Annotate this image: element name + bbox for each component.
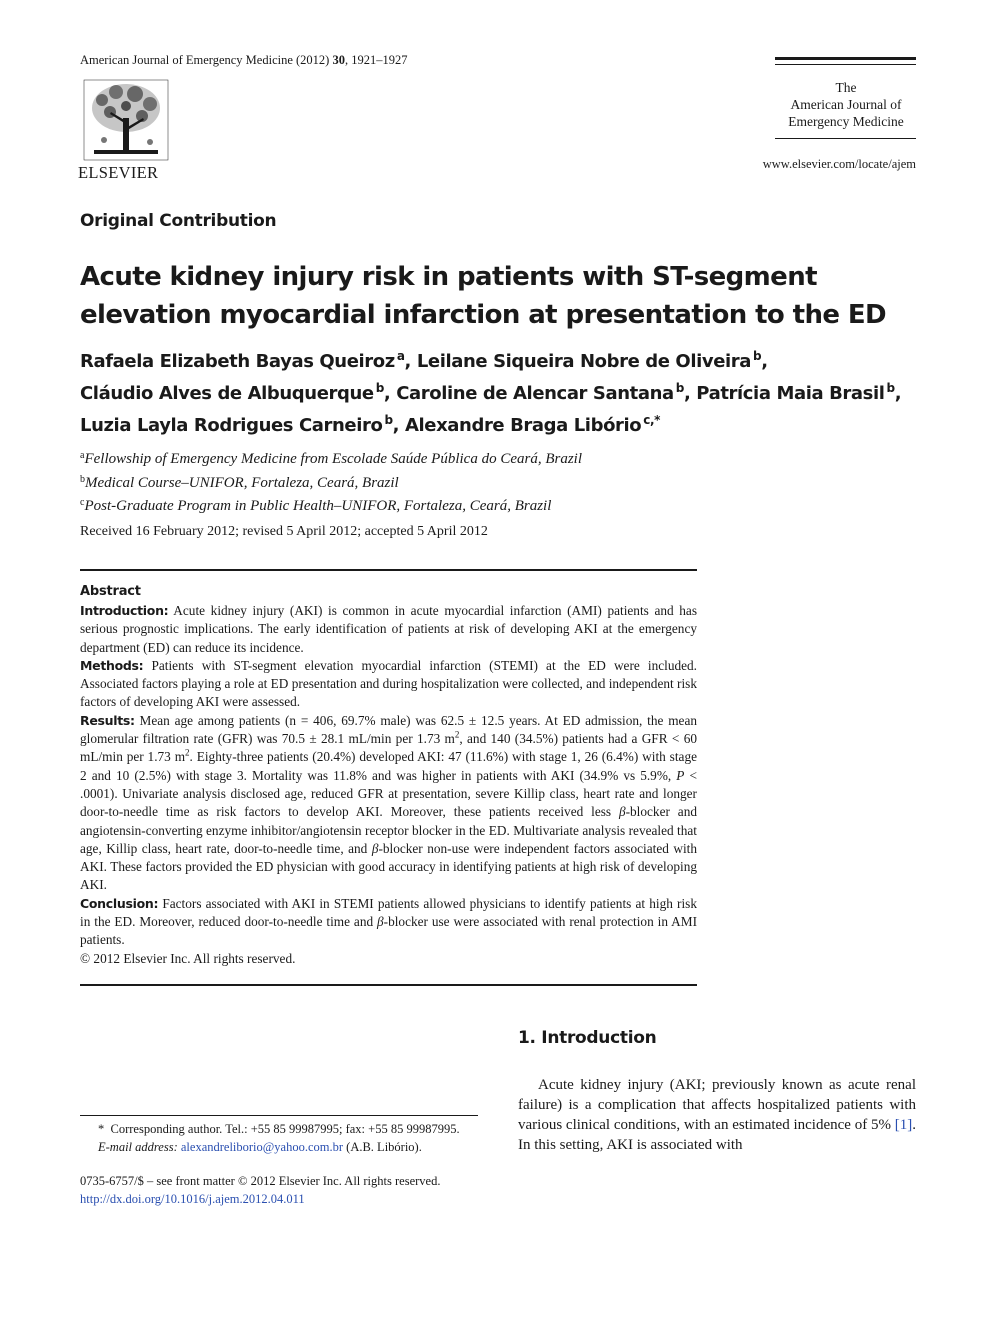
email-line: E-mail address: alexandreliborio@yahoo.com.br (A.B. Libório). <box>98 1140 422 1154</box>
author-1: Rafaela Elizabeth Bayas Queiroz $^a$, <box>80 349 411 372</box>
front-matter <box>80 1172 440 1208</box>
author-7: Alexandre Braga Libório $^{c,*}$ <box>404 413 660 436</box>
citation-volume: 30 <box>332 53 345 67</box>
affiliation-a: $^a$Fellowship of Emergency Medicine from Escolade Saúde Pública do Ceará, Brazil <box>80 450 582 467</box>
abstract-introduction: Introduction: Acute kidney injury (AKI) is common in acute myocardial infarction (AMI) patients and has serious prognostic implications. The early identification of patients at risk of developing AKI at the emergency department (ED) can reduce its incidence. <box>80 603 698 655</box>
abstract-rule-bottom <box>80 984 697 986</box>
received-dates: Received 16 February 2012; revised 5 April 2012; accepted 5 April 2012 <box>80 524 488 539</box>
author-affiliation-mark: c,* <box>643 413 660 427</box>
article-title: Acute kidney injury risk in patients with ST-segment elevation myocardial infarction at presentation to the ED <box>80 262 886 330</box>
email-link[interactable]: alexandreliborio@yahoo.com.br <box>180 1140 344 1154</box>
author-4: Caroline de Alencar Santana $^b$, <box>396 381 691 404</box>
abstract-rule-top <box>80 569 697 571</box>
author-2: Leilane Siqueira Nobre de Oliveira $^b$, <box>416 349 768 372</box>
journal-citation: American Journal of Emergency Medicine (2012) 30, 1921–1927 <box>80 53 408 67</box>
author-affiliation-mark: a <box>396 349 405 363</box>
footnote-rule <box>80 1115 478 1116</box>
citation-pages: 1921–1927 <box>351 53 408 67</box>
journal-rule <box>775 138 916 139</box>
author-affiliation-mark: b <box>375 381 384 395</box>
introduction-paragraph: Acute kidney injury (AKI; previously known as acute renal failure) is a complication that affects hospitalized patients with various clinical conditions, with an estimated incidence of 5% [1]. In this setting, AKI is associated with <box>518 1077 916 1153</box>
abstract-copyright: © 2012 Elsevier Inc. All rights reserved. <box>80 950 296 966</box>
abstract-results: Results: Mean age among patients (n = 406, 69.7% male) was 62.5 ± 12.5 years. At ED admission, the mean glomerular filtration rate (GFR) was 70.5 ± 28.1 mL/min per 1.73 $m^2$, and 140 (34.5%) patients had a GFR < 60 mL/min per 1.73 $m^2$. Eighty-three patients (20.4%) developed AKI: 47 (11.6%) with stage 1, 26 (6.4%) with stage 2 and 10 (2.5%) with stage 3. Mortality was 11.8% and was higher in patients with AKI (34.9% vs 5.9%, P < .0001). Univariate analysis disclosed age, reduced GFR at presentation, severe Killip class, heart rate and longer door-to-needle time as risk factors to develop AKI. Moreover, these patients received less β-blocker and angiotensin-converting enzyme inhibitor/angiotensin receptor blocker in the ED. Multivariate analysis revealed that age, Killip class, heart rate, door-to-needle time, and β-blocker non-use were independent factors associated with AKI. These factors provided the ED physician with good accuracy in identifying patients at high risk of developing AKI. <box>80 712 698 893</box>
publisher-name: ELSEVIER <box>78 163 159 182</box>
corresponding-author-line: * Corresponding author. Tel.: +55 85 99987995; fax: +55 85 99987995. <box>98 1122 460 1136</box>
author-6: Luzia Layla Rodrigues Carneiro $^b$, <box>80 413 400 436</box>
journal-rule <box>775 64 916 65</box>
abstract-methods: Methods: Patients with ST-segment elevation myocardial infarction (STEMI) at the ED were included. Associated factors playing a role at ED presentation and during hospitalization were collected, and independent risk factors of developing AKI were assessed. <box>80 657 698 710</box>
introduction-heading: 1. Introduction <box>518 1028 657 1048</box>
journal-logo-line2: American Journal of <box>790 97 902 112</box>
abstract-body <box>80 602 697 968</box>
author-affiliation-mark: b <box>675 381 684 395</box>
corresponding-footnote <box>80 1120 480 1156</box>
section-label: Original Contribution <box>80 211 277 231</box>
author-affiliation-mark: b <box>384 413 393 427</box>
journal-logo <box>764 79 928 130</box>
citation-journal: American Journal of Emergency Medicine <box>80 53 293 67</box>
journal-rule <box>775 57 916 60</box>
author-affiliation-mark: b <box>753 349 762 363</box>
affiliations <box>80 446 582 517</box>
author-3: Cláudio Alves de Albuquerque $^b$, <box>80 381 391 404</box>
issn-line: 0735-6757/$ – see front matter © 2012 Elsevier Inc. All rights reserved. <box>80 1174 441 1188</box>
reference-link[interactable]: [1] <box>894 1117 913 1133</box>
journal-logo-line1: The <box>835 80 857 95</box>
author-5: Patrícia Maia Brasil $^b$, <box>696 381 902 404</box>
author-list <box>80 343 930 439</box>
abstract-heading: Abstract <box>80 584 141 599</box>
journal-url[interactable]: www.elsevier.com/locate/ajem <box>762 157 916 171</box>
author-affiliation-mark: b <box>886 381 895 395</box>
abstract-conclusion: Conclusion: Factors associated with AKI in STEMI patients allowed physicians to identify patients at high risk in the ED. Moreover, reduced door-to-needle time and β-blocker use were associated with renal protection in AMI patients. <box>80 895 697 948</box>
citation-year: (2012) <box>296 53 330 67</box>
affiliation-b: $^b$Medical Course–UNIFOR, Fortaleza, Ceará, Brazil <box>80 473 399 491</box>
doi-link[interactable]: http://dx.doi.org/10.1016/j.ajem.2012.04.011 <box>80 1192 305 1206</box>
journal-logo-line3: Emergency Medicine <box>788 114 904 129</box>
affiliation-c: $^c$Post-Graduate Program in Public Health–UNIFOR, Fortaleza, Ceará, Brazil <box>80 497 552 514</box>
